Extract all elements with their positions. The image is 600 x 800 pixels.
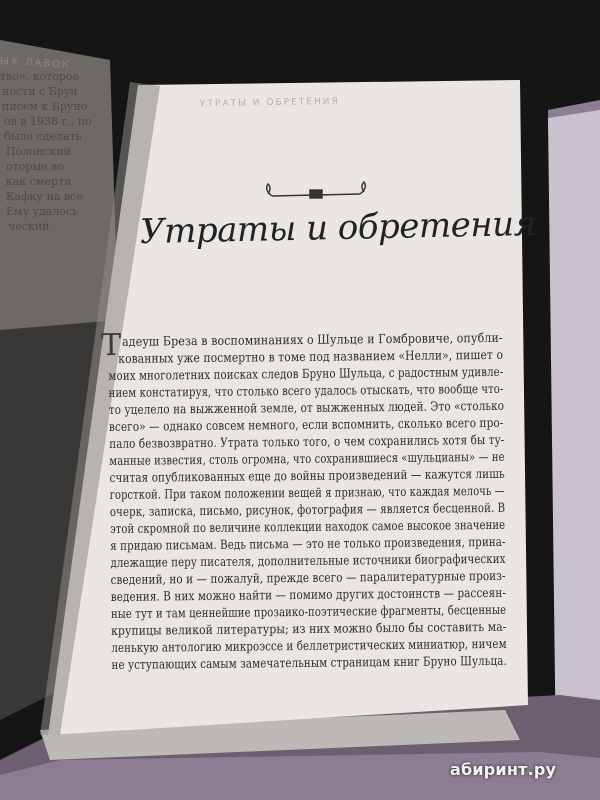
left-running-head: ЫХ ЛАВОК	[0, 56, 72, 71]
drop-cap: Т	[100, 327, 122, 364]
body-line: адеуш Бреза в воспоминаниях о Шульце и Гомбровиче, опубли-	[121, 329, 503, 349]
body-line: ные тут и там ценнейшие прозаико-поэтические фрагменты, бесценные	[110, 601, 507, 621]
body-line: манные известия, столь огромна, что сохранившиеся «шульцианы» — не	[109, 448, 505, 468]
body-line: горсткой. При таком положении вещей я признаю, что каждая мелочь —	[109, 482, 505, 502]
left-fragment: ов в 1938 г., по	[4, 115, 92, 128]
left-fragment: писем к Бруно	[2, 100, 88, 113]
body-line: ленькую антологию микроэссе и беллетристических миниатюр, ничем	[111, 635, 507, 655]
body-line: кованных уже посмертно в томе под названием «Нелли», пишет о	[118, 346, 504, 366]
body-line: пало безвозвратно. Утрата только того, о чем сохранились хотя бы ту-	[109, 431, 505, 451]
chapter-body	[100, 327, 507, 674]
body-line: всего» — однако совсем немного, если вспомнить, сколько всего про-	[108, 414, 504, 434]
body-line: сведений, но и — пожалуй, прежде всего — паралитературные произ-	[110, 567, 506, 587]
body-line: очерк, записка, письмо, рисунок, фотография — является бесценной. В	[109, 499, 506, 519]
left-fragment: ности с Брун	[2, 85, 78, 98]
left-fragment: было сделать	[4, 130, 82, 143]
left-fragment: оторые во	[6, 160, 64, 173]
left-fragment: ческий	[8, 220, 50, 233]
body-line: не уступающих самым замечательным страницам книг Бруно Шульца.	[111, 652, 507, 672]
background-book-pages	[548, 110, 600, 762]
body-line: считая опубликованных еще до войны произведений — кажутся лишь	[109, 465, 505, 485]
body-line: я придаю письмам. Ведь письма — это не только произведения, прина-	[110, 533, 506, 553]
left-fragment: Полонский	[6, 145, 71, 158]
left-fragment: Кафку на все	[6, 190, 83, 203]
body-line: ведения. В них можно найти — помимо других достоинств — рассеян-	[110, 584, 506, 604]
body-line: моих многолетних поисках следов Бруно Шульца, с радостным удивле-	[108, 363, 504, 383]
watermark-text: абиринт.ру	[450, 760, 557, 779]
left-fragment: тво», которое	[0, 70, 80, 83]
left-fragment: как смерти	[6, 175, 72, 188]
running-head: УТРАТЫ И ОБРЕТЕНИЯ	[199, 96, 340, 110]
body-line: нием констатируя, что столько всего удалось отыскать, что вообще что-	[108, 380, 504, 400]
body-line: этой скромной по величине коллекции находок самое высокое значение	[109, 516, 506, 536]
body-line: то уцелело на выжженной земле, от выжженных людей. Это «столько	[108, 397, 505, 417]
left-fragment: Ему удалось	[6, 205, 79, 218]
body-line: крупицы великой литературы; из них можно было бы составить ма-	[111, 618, 507, 638]
body-line: длежащие перу писателя, дополнительные источники биографических	[110, 550, 506, 570]
watermark	[450, 760, 556, 779]
chapter-title: Утраты и обретения	[139, 203, 536, 253]
